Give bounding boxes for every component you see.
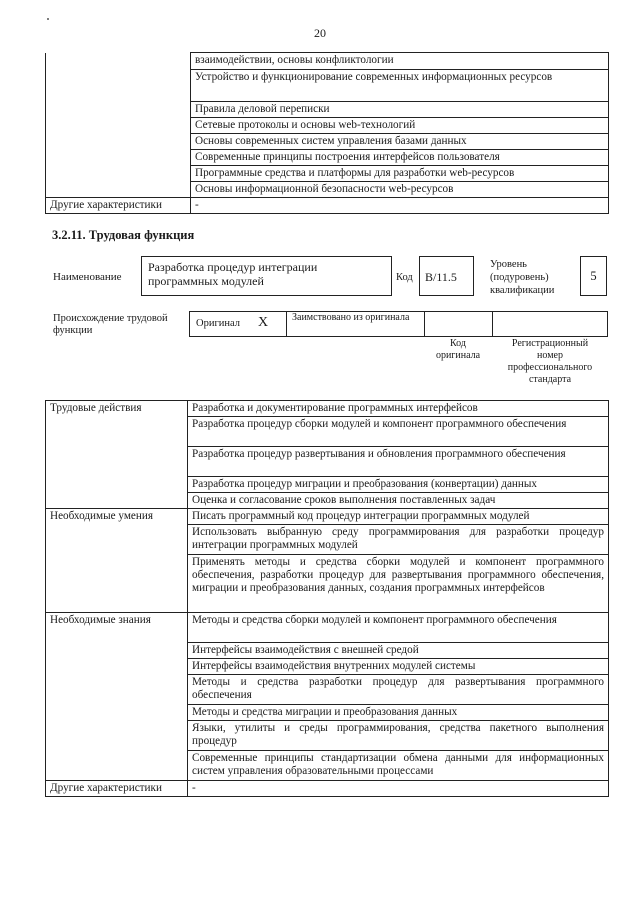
page-number: 20: [314, 26, 326, 40]
scan-speck: [47, 18, 49, 20]
function-code-value: B/11.5: [425, 270, 457, 284]
labor-action-item: Разработка процедур развертывания и обновления программного обеспечения: [188, 447, 609, 477]
knowledge-item: Интерфейсы взаимодействия с внешней средой: [188, 643, 609, 659]
other-characteristics-label: Другие характеристики: [46, 781, 188, 797]
section-title: 3.2.11. Трудовая функция: [52, 228, 195, 242]
original-mark: X: [258, 315, 269, 330]
code-label: Код: [396, 272, 413, 283]
required-skills-label: Необходимые умения: [46, 509, 188, 613]
knowledge-item: Языки, утилиты и среды программирования, средства пакетного выполнения процедур: [188, 721, 609, 751]
other-characteristics-value: -: [188, 781, 609, 797]
original-label: Оригинал: [196, 318, 240, 329]
knowledge-item: Методы и средства сборки модулей и компонент программного обеспечения: [188, 613, 609, 643]
knowledge-item: Основы информационной безопасности web-ресурсов: [191, 182, 609, 198]
other-characteristics-label: Другие характеристики: [46, 198, 191, 214]
origin-divider-3: [492, 311, 493, 337]
other-characteristics-value: -: [191, 198, 609, 214]
qualification-level-label: Уровень (подуровень) квалификации: [490, 259, 555, 296]
skill-item: Применять методы и средства сборки модулей и компонент программного обеспечения, разработки процедур для развертывания программного обеспечения, миграции и преобразования данных, создания программных интерфейсов: [188, 555, 609, 613]
knowledge-item: Устройство и функционирование современных информационных ресурсов: [191, 70, 609, 102]
origin-divider-2: [424, 311, 425, 337]
qualification-level-box: [580, 256, 607, 296]
name-label: Наименование: [53, 271, 122, 283]
knowledge-item: Правила деловой переписки: [191, 102, 609, 118]
knowledge-item: Сетевые протоколы и основы web-технологий: [191, 118, 609, 134]
function-code-box: [419, 256, 474, 296]
knowledge-item: Методы и средства разработки процедур для развертывания программного обеспечения: [188, 675, 609, 705]
function-name-value: Разработка процедур интеграции программных модулей: [148, 260, 318, 288]
function-name-box: [141, 256, 392, 296]
code-original-caption: Код оригинала: [435, 338, 481, 361]
labor-action-item: Разработка и документирование программных интерфейсов: [188, 401, 609, 417]
knowledge-continuation-table: [45, 52, 609, 214]
labor-action-item: Разработка процедур сборки модулей и компонент программного обеспечения: [188, 417, 609, 447]
knowledge-item: Основы современных систем управления базами данных: [191, 134, 609, 150]
knowledge-item: Интерфейсы взаимодействия внутренних модулей системы: [188, 659, 609, 675]
qualification-level-value: 5: [590, 269, 597, 283]
knowledge-item: Современные принципы стандартизации обмена данными для информационных систем управления образовательными процессами: [188, 751, 609, 781]
labor-actions-label: Трудовые действия: [46, 401, 188, 509]
knowledge-item: Программные средства и платформы для разработки web-ресурсов: [191, 166, 609, 182]
skill-item: Писать программный код процедур интеграции программных модулей: [188, 509, 609, 525]
empty-label-cell: [46, 53, 191, 198]
labor-function-table: [45, 400, 609, 797]
labor-action-item: Разработка процедур миграции и преобразования (конвертации) данных: [188, 477, 609, 493]
knowledge-item: Современные принципы построения интерфейсов пользователя: [191, 150, 609, 166]
origin-divider-1: [286, 311, 287, 337]
registration-number-caption: Регистрационный номер профессионального стандарта: [507, 338, 593, 385]
skill-item: Использовать выбранную среду программирования для разработки процедур интеграции программных модулей: [188, 525, 609, 555]
borrowed-label: Заимствовано из оригинала: [292, 312, 410, 323]
required-knowledge-label: Необходимые знания: [46, 613, 188, 781]
knowledge-item: Методы и средства миграции и преобразования данных: [188, 705, 609, 721]
labor-action-item: Оценка и согласование сроков выполнения поставленных задач: [188, 493, 609, 509]
origin-label: Происхождение трудовой функции: [53, 313, 168, 336]
knowledge-item: взаимодействии, основы конфликтологии: [191, 53, 609, 70]
